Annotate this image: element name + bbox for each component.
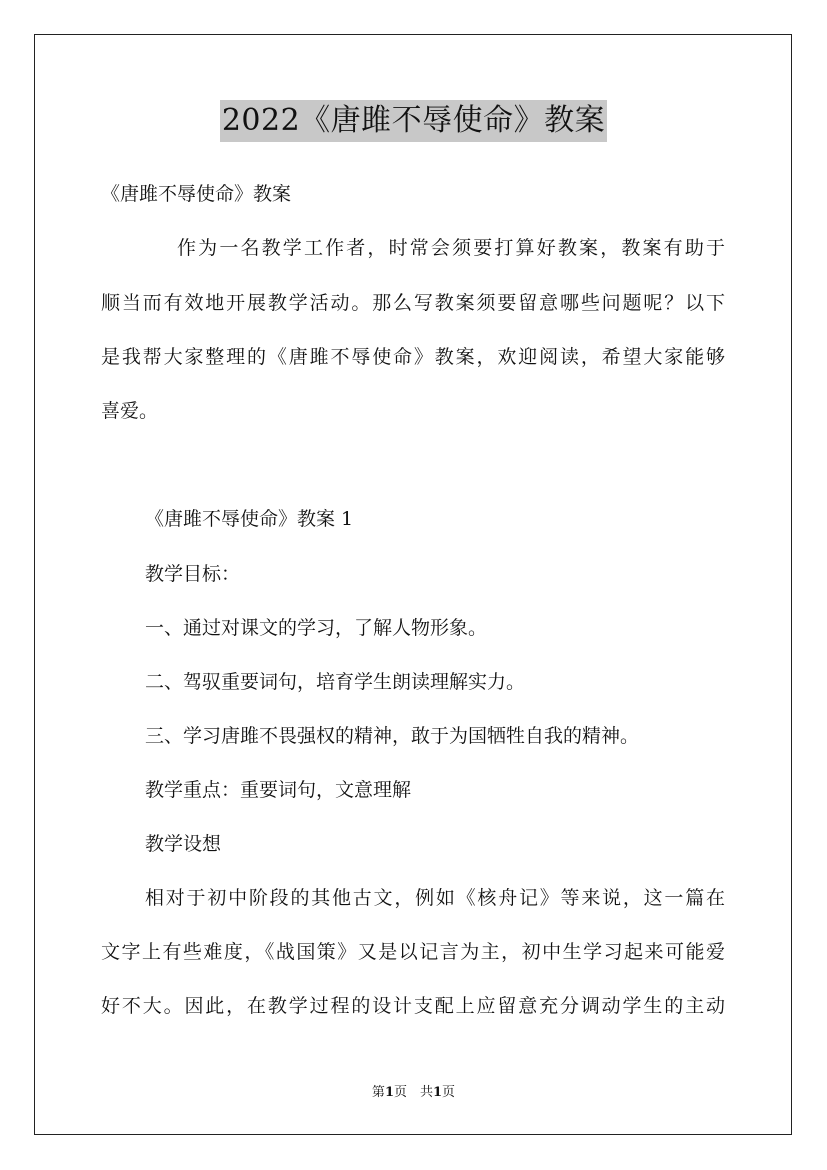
- design-line-3: 好不大。因此，在教学过程的设计支配上应留意充分调动学生的主动: [101, 995, 725, 1017]
- document-subtitle: 《唐雎不辱使命》教案: [101, 183, 292, 205]
- design-line-1: 相对于初中阶段的其他古文，例如《核舟记》等来说，这一篇在: [145, 887, 725, 909]
- footer-total-pages: 1: [433, 1085, 443, 1100]
- design-line-2: 文字上有些难度，《战国策》又是以记言为主，初中生学习起来可能爱: [101, 941, 725, 963]
- footer-suffix: 页: [442, 1085, 456, 1100]
- page-footer: [0, 1084, 827, 1102]
- document-title: 2022《唐雎不辱使命》教案: [220, 100, 607, 142]
- footer-mid: 页 共: [393, 1085, 433, 1100]
- design-label: 教学设想: [145, 833, 222, 855]
- section-heading: 《唐雎不辱使命》教案 1: [145, 508, 354, 530]
- intro-line-2: 顺当而有效地开展教学活动。那么写教案须要留意哪些问题呢？以下: [101, 292, 725, 314]
- intro-line-1: 作为一名教学工作者，时常会须要打算好教案，教案有助于: [177, 237, 725, 259]
- title-container: [0, 100, 827, 142]
- goal-item-2: 二、驾驭重要词句，培育学生朗读理解实力。: [145, 671, 526, 693]
- intro-line-4: 喜爱。: [101, 400, 159, 422]
- goal-item-3: 三、学习唐雎不畏强权的精神，敢于为国牺牲自我的精神。: [145, 725, 640, 747]
- goals-label: 教学目标：: [145, 563, 241, 585]
- intro-line-3: 是我帮大家整理的《唐雎不辱使命》教案，欢迎阅读，希望大家能够: [101, 346, 725, 368]
- key-points: 教学重点：重要词句，文意理解: [145, 779, 412, 801]
- footer-current-page: 1: [384, 1085, 394, 1100]
- footer-prefix: 第: [371, 1085, 385, 1100]
- goal-item-1: 一、通过对课文的学习，了解人物形象。: [145, 617, 488, 639]
